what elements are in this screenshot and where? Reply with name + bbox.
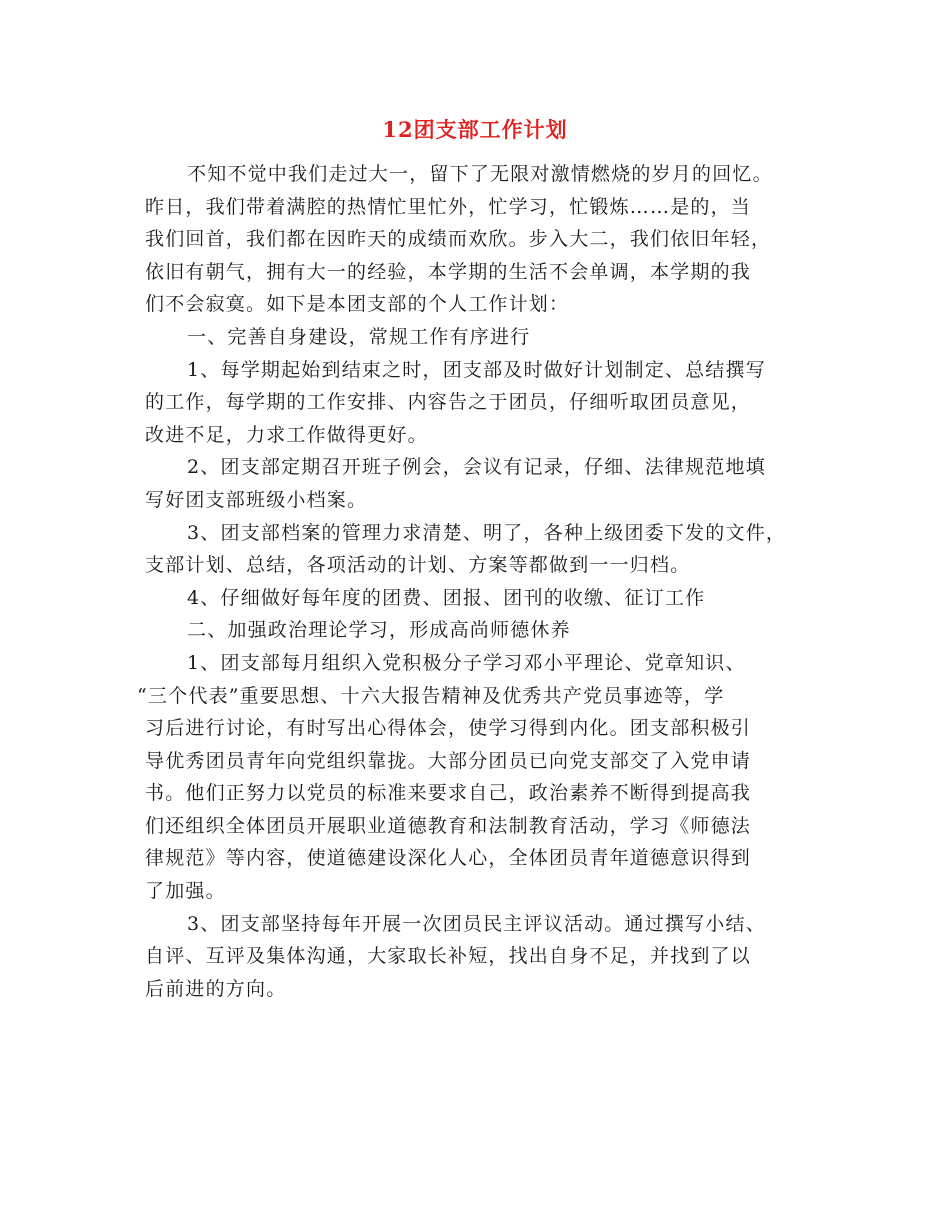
body-line: “三个代表”重要思想、十六大报告精神及优秀共产党员事迹等，学 [137,684,725,707]
body-line: 导优秀团员青年向党组织靠拢。大部分团员已向党支部交了入党申请 [145,749,752,772]
body-line: 后前进的方向。 [145,977,287,1000]
document-body [137,158,825,1005]
body-line: 一、完善自身建设，常规工作有序进行 [187,325,531,348]
body-line: 1、每学期起始到结束之时，团支部及时做好计划制定、总结撰写 [187,358,766,381]
body-line: 依旧有朝气，拥有大一的经验，本学期的生活不会单调，本学期的我 [145,260,752,283]
body-line: 习后进行讨论，有时写出心得体会，使学习得到内化。团支部积极引 [145,717,752,740]
body-line: 写好团支部班级小档案。 [145,488,368,511]
body-line: 支部计划、总结，各项活动的计划、方案等都做到一一归档。 [145,554,691,577]
document-title: 12团支部工作计划 [382,117,568,142]
body-line: 3、团支部档案的管理力求清楚、明了，各种上级团委下发的文件， [187,521,787,544]
body-line: 书。他们正努力以党员的标准来要求自己，政治素养不断得到提高我 [145,782,752,805]
body-line: 昨日，我们带着满腔的热情忙里忙外，忙学习，忙锻炼……是的，当 [145,195,752,218]
body-line: 4、仔细做好每年度的团费、团报、团刊的收缴、征订工作 [187,586,706,609]
body-line: 律规范》等内容，使道德建设深化人心，全体团员青年道德意识得到 [145,847,752,870]
body-line: 二、加强政治理论学习，形成高尚师德休养 [187,619,571,642]
body-line: 的工作，每学期的工作安排、内容告之于团员，仔细听取团员意见， [145,391,752,414]
body-line: 不知不觉中我们走过大一，留下了无限对激情燃烧的岁月的回忆。 [187,163,773,185]
body-line: 改进不足，力求工作做得更好。 [145,423,428,446]
body-line: 2、团支部定期召开班子例会，会议有记录，仔细、法律规范地填 [187,456,766,479]
body-line: 我们回首，我们都在因昨天的成绩而欢欣。步入大二，我们依旧年轻， [145,228,772,251]
body-line: 了加强。 [145,880,226,903]
body-line: 自评、互评及集体沟通，大家取长补短，找出自身不足，并找到了以 [145,945,752,968]
body-line: 们还组织全体团员开展职业道德教育和法制教育活动，学习《师德法 [145,814,752,837]
body-line: 1、团支部每月组织入党积极分子学习邓小平理论、党章知识、 [187,651,746,674]
body-line: 3、团支部坚持每年开展一次团员民主评议活动。通过撰写小结、 [187,912,766,935]
body-line: 们不会寂寞。如下是本团支部的个人工作计划： [145,293,570,316]
